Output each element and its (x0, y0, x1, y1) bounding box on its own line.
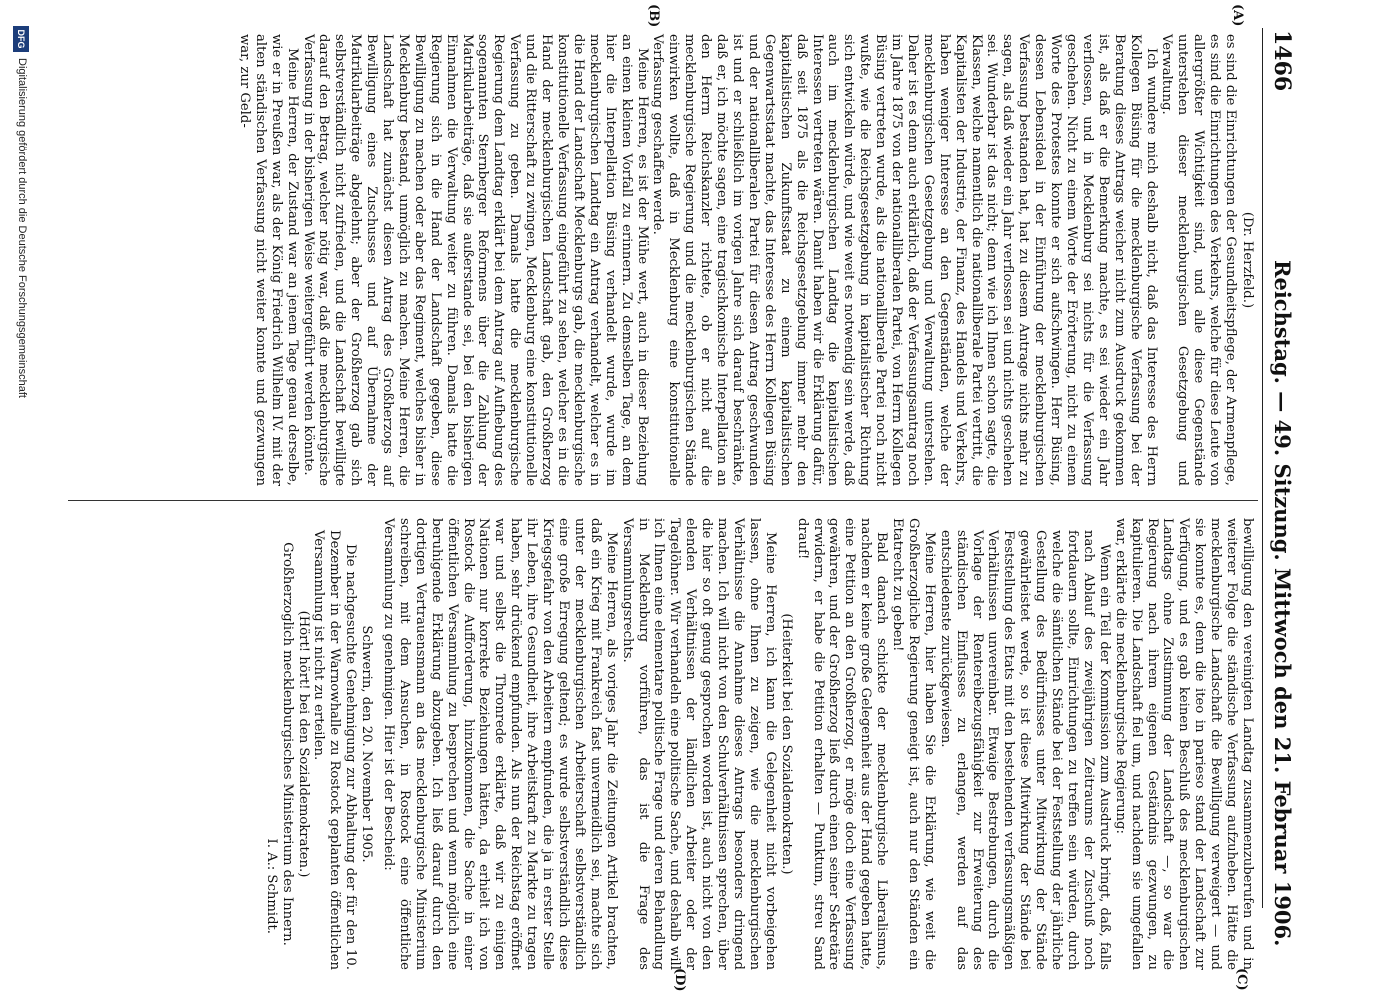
speaker-label: (Dr. Herzfeld.) (1240, 211, 1255, 309)
paragraph: bewilligung den vereinigten Landtag zusammenzuberufen und in weiterer Folge die ständische Verfassung aufzuheben. Hätte die mecklenburgische Landschaft die Bewilligung verweigert — und sie konnte es, denn die iteo in parieso stand der Landschaft zur Verfügung, und es gab keinen Beschluß des mecklenburgischen Landtags ohne Zustimmung der Landschaft —, so war die Regierung nach ihrem eigenen Geständnis gezwungen, zu kapitulieren. Die Landschaft fiel um, und nachdem sie umgefallen war, erklärte die mecklenburgische Regierung: (1112, 518, 1255, 970)
paragraph: Meine Herren, der Zustand war an jenem Tage genau derselbe, wie er in Preußen war, als der König Friedrich Wilhelm IV. mit der alten ständischen Verfassung nicht weiter konnte und gezwungen war, zur Geld- (236, 34, 300, 486)
margin-mark-d: (D) (672, 968, 687, 992)
interjection: (Heiterkeit bei den Sozialdemokraten.) (778, 613, 794, 875)
right-column (263, 518, 1255, 970)
column-divider (68, 500, 1258, 501)
margin-mark-b: (B) (646, 4, 661, 28)
margin-mark-c: (C) (1234, 968, 1249, 991)
page-number: 1466 (1269, 30, 1295, 92)
quoted-statement: Wenn ein Teil der Kommission zum Ausdruck bringt, daß, falls nach Ablauf des zweijährigen Zeitraums der Zuschuß noch fortdauern sollte, Einrichtungen zu treffen sein würden, durch welche die sämtlichen Stände bei der Feststellung der jährliche Gestellung des Bedürfnisses unter Mitwirkung der Stände gewährleistet werde, so ist diese Mitwirkung der Stände bei Feststellung des Etats mit den bestehenden verfassungsmäßigen Verhältnissen unvereinbar. Etwaige Bestrebungen, durch die Vorlage der Rentereibezugsfähigkeit zur Erweiterung des ständischen Einflusses zu erlangen, werden auf das entschiedenste zurückgewiesen. (937, 530, 1112, 970)
paragraph: Meine Herren, hier haben Sie die Erklärung, wie weit die Großherzogliche Regierung geneigt ist, auch nur den Ständen ein Etatrecht zu geben! (890, 518, 937, 970)
header-rule (1262, 28, 1263, 908)
paragraph: es sind die Einrichtungen der Gesundheitspflege, der Armenpflege, es sind die Einrichtungen des Verkehrs, welche für diese Leute von allergrößter Wichtigkeit sind, und alle diese Gegenstände unterstehen dieser mecklenburgischen Gesetzgebung und Verwaltung. (1159, 34, 1239, 486)
document-authority: Großherzoglich mecklenburgisches Ministerium des Innern. (279, 542, 295, 946)
dfg-logo: DFG (13, 26, 29, 52)
left-column (236, 34, 1255, 486)
document-body: Die nachgesuchte Genehmigung zur Abhaltung der für den 10. Dezember in der Warnowhalle zu Rostock geplanten öffentlichen Versammlung ist nicht zu erteilen. (311, 530, 359, 970)
paragraph: Meine Herren, ich kann die Gelegenheit nicht vorbeigehen lassen, ohne Ihnen zu zeigen, wie die mecklenburgischen Verhältnisse die Annahme dieses Antrags besonders dringend machen. Ich will nicht von den Schulverhältnissen sprechen, über die hier so oft genug gesprochen worden ist, auch nicht von den elenden Verhältnissen der ländlichen Arbeiter oder der Tagelöhner. Wir verhandeln eine politische Sache, und deshalb will ich Ihnen eine elementare politische Frage und deren Behandlung in Mecklenburg vorführen, das ist die Frage des Versammlungsrechts. (619, 518, 778, 970)
paragraph: Meine Herren, als voriges Jahr die Zeitungen Artikel brachten, daß ein Krieg mit Frankreich fast unvermeidlich sei, machte sich unter der mecklenburgischen Arbeiterschaft selbstverständlich eine große Erregung geltend; es wurde selbstverständlich diese Kriegsgefahr von den Arbeitern empfunden, die ja in erster Stelle ihr Leben, ihre Gesundheit, ihre Arbeitskraft zu Markte zu tragen haben, sehr drückend empfunden. Als nun der Reichstag eröffnet war und selbst die Thronrede erklärte, daß wir zu einigen Nationen nur korrekte Beziehungen hätten, da erhielt ich von Rostock die Aufforderung, hinzukommen, die Sache in einer öffentlichen Versammlung zu besprechen und wenn möglich eine beruhigende Erklärung abzugeben. Ich ließ darauf durch den dortigen Vertrauensmann an das mecklenburgische Ministerium schreiben, mit dem Ansuchen, in Rostock eine öffentliche Versammlung zu genehmigen. Hier ist der Bescheid: (381, 518, 619, 970)
digitization-credit: Digitalisierung gefördert durch die Deutsche Forschungsgemeinschaft (16, 58, 28, 398)
margin-mark-a: (A) (1230, 4, 1245, 27)
interjection: (Hört! hört! bei den Sozialdemokraten.) (295, 610, 311, 878)
paragraph: Ich wundere mich deshalb nicht, daß das Interesse des Herrn Kollegen Büsing für die mecklenburgische Verfassung bei der Beratung dieses Antrags weicher nicht zum Ausdruck gekommen ist, als daß er die Bemerkung machte, es sei wieder ein Jahr verflossen, und in Mecklenburg sei nichts für die Verfassung geschehen. Nicht zu einem Worte der Erörterung, nicht zu einem Worte des Protestes konnte er sich aufschwingen. Herr Büsing, dessen Lebensideal in der Einführung der mecklenburgischen Verfassung bestanden hat, hat zu diesem Antrage nichts mehr zu sagen, als daß wieder ein Jahr verflossen sei und nichts geschehen sei. Wunderbar ist das nicht; denn wie ich Ihnen schon sagte, die Klassen, welche namentlich die nationalliberale Partei vertritt, die Kapitalisten der Industrie, der Finanz, des Handels und Verkehrs, haben weniger Interesse an den Gegenständen, welche der mecklenburgischen Gesetzgebung und Verwaltung unterstehen. Daher ist es denn auch erklärlich, daß der Verfassungsantrag noch im Jahre 1875 von der nationalliberalen Partei, von Herrn Kollegen Büsing vertreten wurde, als die nationalliberale Partei noch nicht wußte, wie die Reichsgesetzgebung in kapitalistischer Richtung sich entwickeln würde, und wie weit es notwendig sein werde, daß auch im mecklenburgischen Landtag die kapitalistischen Interessen vertreten wären. Damit haben wir die Erklärung dafür, daß seit 1875 als die Reichsgesetzgebung immer mehr den kapitalistischen Zukunftsstaat zu einem kapitalistischen Gegenwartsstaat machte, das Interesse des Herrn Kollegen Büsing und der nationalliberalen Partei für diesen Antrag geschwunden ist und er schließlich im vorigen Jahre sich darauf beschränkte, daß er, ich möchte sagen, eine tragischkomische Interpellation an den Herrn Reichskanzler richtete, ob er nicht auf die mecklenburgische Regierung und die mecklenburgischen Stände einwirken wollte, daß in Mecklenburg eine konstitutionelle Verfassung geschaffen werde. (650, 34, 1159, 486)
running-title: Reichstag. — 49. Sitzung. Mittwoch den 21. Februar 1906. (1270, 260, 1295, 947)
document-place-date: Schwerin, den 20. November 1905. (359, 625, 375, 863)
document-signature: I. A.: Schmidt. (263, 838, 279, 934)
digitization-footer (9, 20, 31, 980)
page-header (1265, 0, 1295, 1000)
paragraph: Bald danach schickte der mecklenburgische Liberalismus, nachdem er keine große Gelegenheit aus der Hand gegeben hatte, eine Petition an den Großherzog, er möge doch eine Verfassung gewähren, und der Großherzog ließ durch einen seiner Sekretäre erwidern, er habe die Petition erhalten — Punktum, streu Sand drauf! (794, 518, 890, 970)
paragraph: Meine Herren, es ist der Mühe wert, auch in dieser Beziehung an einen kleinen Vorfall zu erinnern. Zu demselben Tage, an dem hier die Interpellation Büsing verhandelt wurde, wurde im mecklenburgischen Landtag ein Antrag verhandelt, welcher es in die Hand der Landschaft Mecklenburgs gab, die mecklenburgische konstitutionelle Verfassung eingeführt zu sehen, welcher es in die Hand der mecklenburgischen Landschaft gab, den Großherzog und die Ritterschaft zu zwingen, Mecklenburg eine konstitutionelle Verfassung zu geben. Damals hatte die mecklenburgische Regierung dem Landtag erklärt bei dem Antrag auf Aufhebung des sogenannten Sternberger Reformens über die Zahlung der Matrikularbeiträge, daß sie außerstande sei, bei den bisherigen Einnahmen die Verwaltung weiter zu führen. Damals hatte die Regierung sich in die Hand der Landschaft gegeben, diese Bewilligung zu machen oder aber das Regiment, welches bisher in Mecklenburg bestand, unmöglich zu machen. Meine Herren, die Landschaft hat zunächst diesen Antrag des Großherzogs auf Bewilligung eines Zuschusses und auf Übernahme der Matrikularbeiträge abgelehnt; aber der Großherzog gab sich selbstverständlich nicht zufrieden, und die Landschaft bewilligte darauf den Betrag, welcher nötig war, daß die mecklenburgische Verfassung in der bisherigen Weise weitergeführt werden könnte. (300, 34, 650, 486)
